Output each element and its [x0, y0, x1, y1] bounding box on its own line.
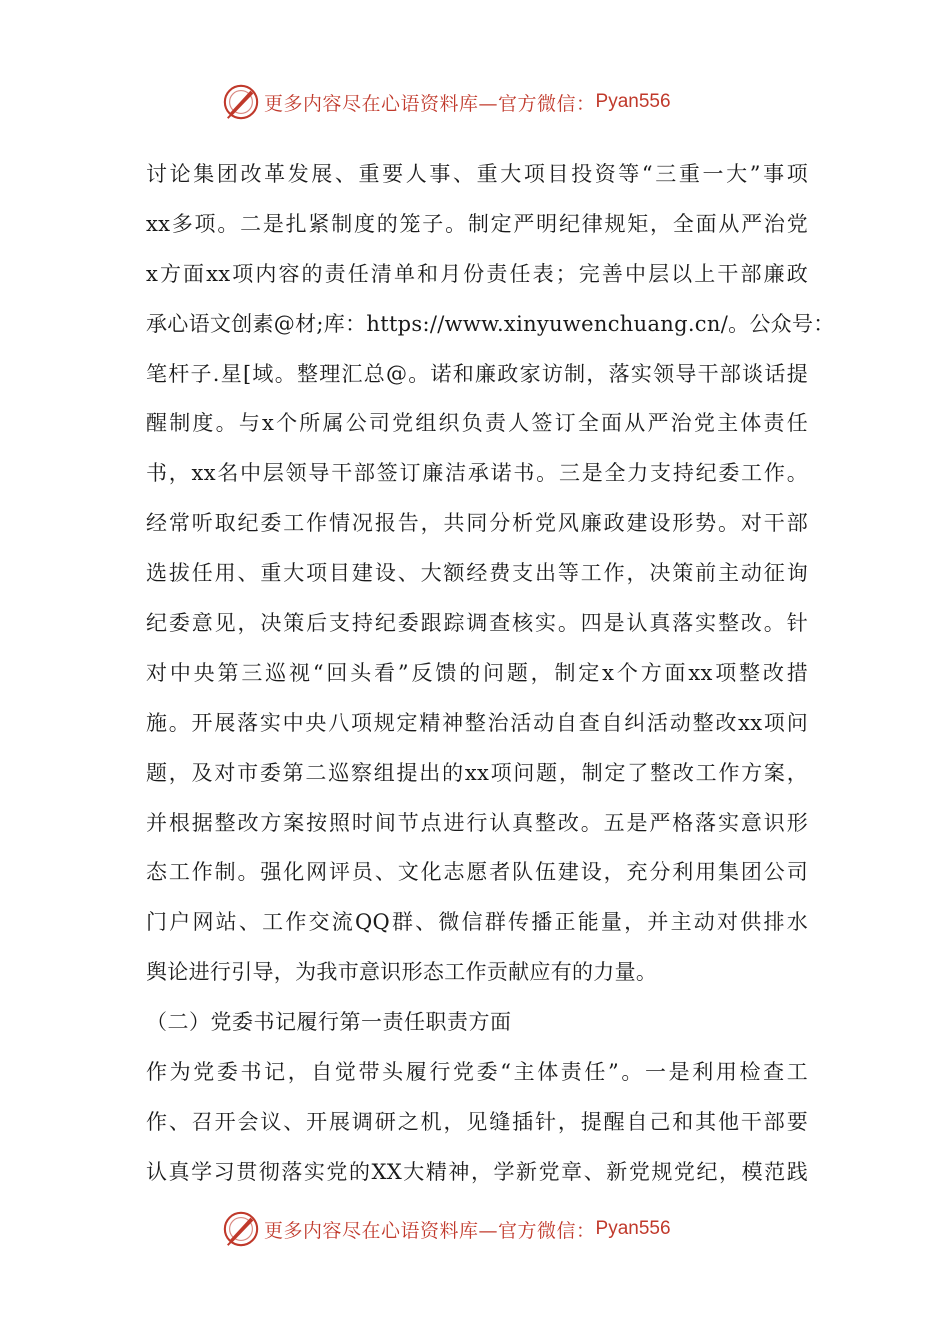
- footer-watermark-banner: [222, 1209, 742, 1249]
- section-line: 作、召开会议、开展调研之机，见缝插针，提醒自己和其他干部要: [146, 1109, 808, 1134]
- section-line: 认真学习贯彻落实党的XX大精神，学新党章、新党规党纪，模范践: [146, 1159, 808, 1184]
- header-banner-text: 更多内容尽在心语资料库—官方微信：: [264, 92, 596, 115]
- body-line: 纪委意见，决策后支持纪委跟踪调查核实。四是认真落实整改。针: [146, 611, 808, 636]
- section-heading: （二）党委书记履行第一责任职责方面: [146, 1010, 512, 1035]
- quill-logo-icon: [222, 83, 260, 121]
- document-body: [146, 150, 835, 1198]
- body-line: 选拔任用、重大项目建设、大额经费支出等工作，决策前主动征询: [146, 561, 808, 586]
- body-line: 并根据整改方案按照时间节点进行认真整改。五是严格落实意识形: [146, 810, 808, 835]
- quill-logo-icon: [222, 1210, 260, 1248]
- body-line: 醒制度。与x个所属公司党组织负责人签订全面从严治党主体责任: [146, 411, 808, 436]
- header-watermark-banner: [222, 82, 742, 122]
- body-line: 讨论集团改革发展、重要人事、重大项目投资等“三重一大”事项: [146, 162, 808, 186]
- body-line: 书，xx名中层领导干部签订廉洁承诺书。三是全力支持纪委工作。: [146, 461, 808, 486]
- section-line: 作为党委书记，自觉带头履行党委“主体责任”。一是利用检查工: [146, 1060, 808, 1085]
- footer-banner-text: 更多内容尽在心语资料库—官方微信：: [264, 1219, 596, 1242]
- header-banner-handle: Pyan556: [595, 91, 671, 112]
- body-line: 题，及对市委第二巡察组提出的xx项问题，制定了整改工作方案，: [146, 760, 808, 785]
- body-line: 施。开展落实中央八项规定精神整治活动自查自纠活动整改xx项问: [146, 710, 808, 735]
- body-line: xx多项。二是扎紧制度的笼子。制定严明纪律规矩，全面从严治党: [146, 211, 808, 236]
- body-line: 承心语文创素@材;库：https://www.xinyuwenchuang.cn/。公众号：: [146, 311, 835, 336]
- body-line: 经常听取纪委工作情况报告，共同分析党风廉政建设形势。对干部: [146, 511, 808, 536]
- body-line: 态工作制。强化网评员、文化志愿者队伍建设，充分利用集团公司: [146, 860, 808, 885]
- body-line: 笔杆子.星[域。整理汇总@。诺和廉政家访制，落实领导干部谈话提: [146, 361, 808, 386]
- body-line: x方面xx项内容的责任清单和月份责任表；完善中层以上干部廉政: [146, 261, 808, 286]
- body-line: 舆论进行引导，为我市意识形态工作贡献应有的力量。: [146, 960, 658, 985]
- body-line: 门户网站、工作交流QQ群、微信群传播正能量，并主动对供排水: [146, 910, 808, 935]
- footer-banner-handle: Pyan556: [595, 1218, 671, 1239]
- body-line: 对中央第三巡视“回头看”反馈的问题，制定x个方面xx项整改措: [146, 660, 808, 685]
